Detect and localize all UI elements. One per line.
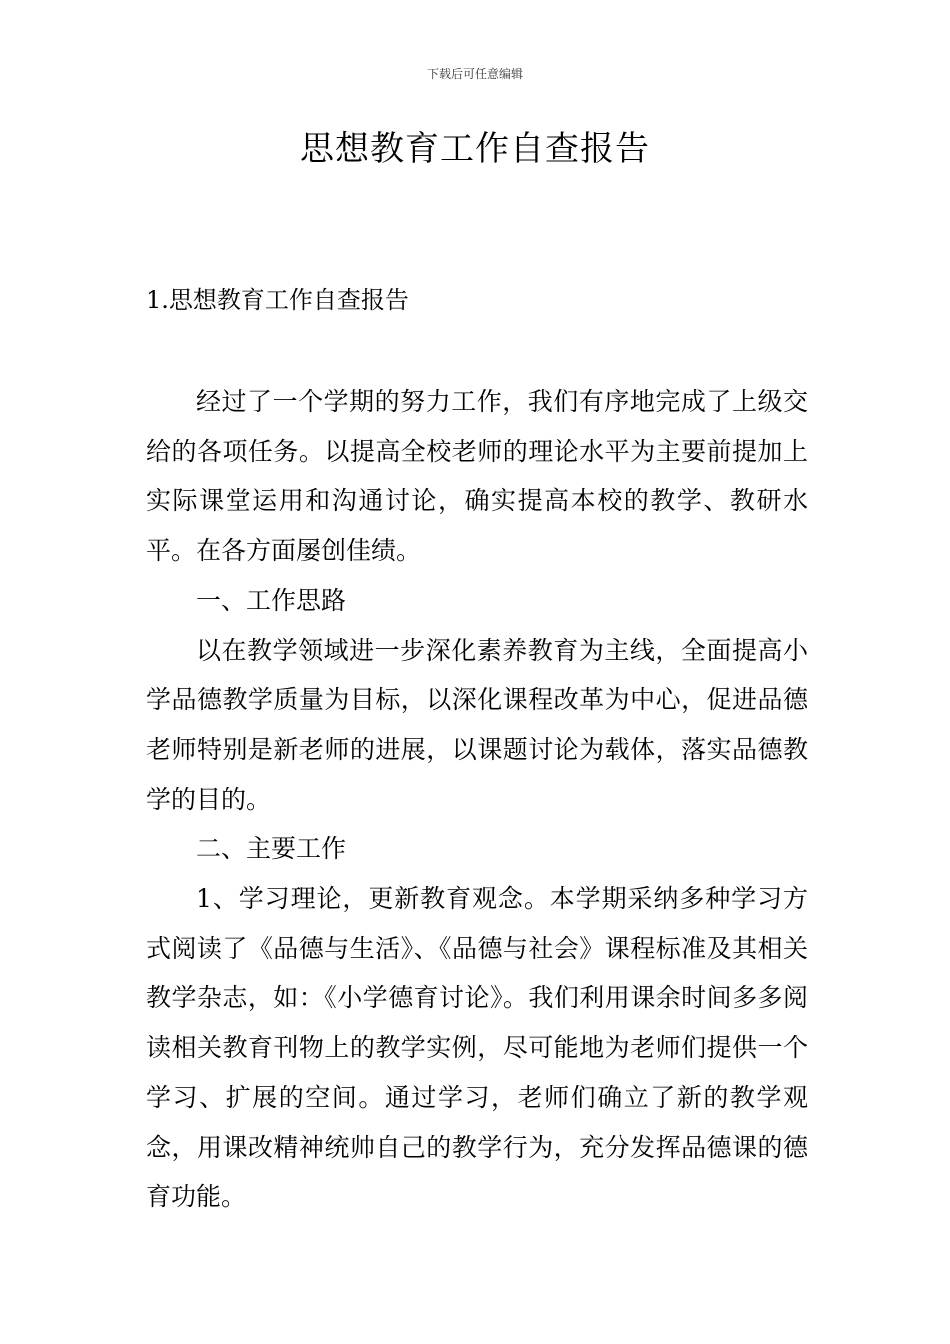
paragraph-intro: 经过了一个学期的努力工作，我们有序地完成了上级交给的各项任务。以提高全校老师的理论水平为主要前提加上实际课堂运用和沟通讨论，确实提高本校的教学、教研水平。在各方面屡创佳绩。: [146, 387, 808, 566]
header-note: 下载后可任意编辑: [426, 67, 523, 81]
document-body: [146, 377, 808, 1222]
heading-work-approach: 一、工作思路: [196, 585, 347, 615]
section-heading: 1.思想教育工作自查报告: [146, 286, 409, 314]
heading-main-work: 二、主要工作: [196, 834, 347, 864]
paragraph-main-work-1: 1、学习理论，更新教育观念。本学期采纳多种学习方式阅读了《品德与生活》、《品德与社会》课程标准及其相关教学杂志，如：《小学德育讨论》。我们利用课余时间多多阅读相关教育刊物上的教学实例，尽可能地为老师们提供一个学习、扩展的空间。通过学习，老师们确立了新的教学观念，用课改精神统帅自己的教学行为，充分发挥品德课的德育功能。: [146, 884, 808, 1212]
document-title: 思想教育工作自查报告: [300, 129, 650, 169]
paragraph-work-approach: 以在教学领域进一步深化素养教育为主线，全面提高小学品德教学质量为目标，以深化课程改革为中心，促进品德老师特别是新老师的进展，以课题讨论为载体，落实品德教学的目的。: [146, 635, 808, 814]
